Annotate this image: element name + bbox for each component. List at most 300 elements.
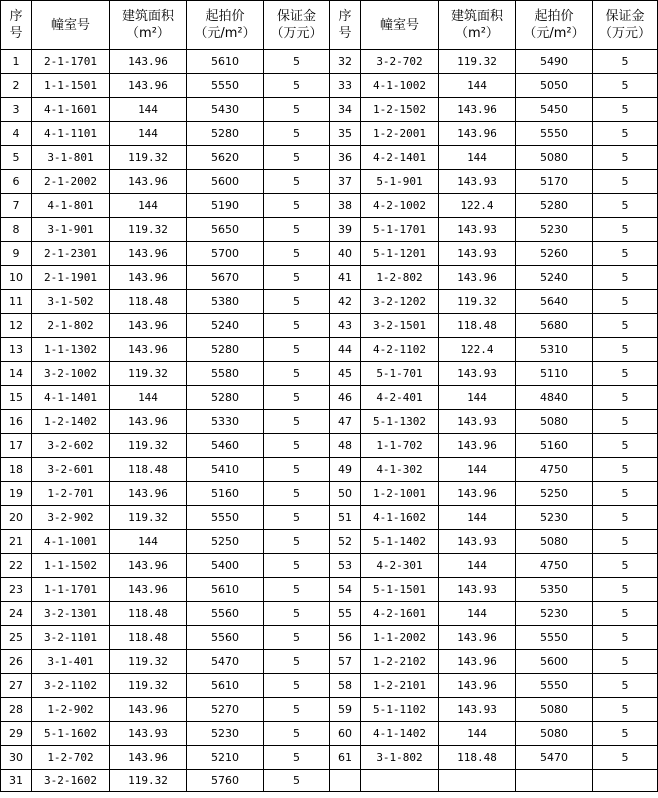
unit-cell: 1-2-902 bbox=[32, 698, 110, 722]
seq-cell: 16 bbox=[1, 410, 32, 434]
table-row bbox=[1, 386, 658, 410]
price-cell: 5210 bbox=[187, 746, 264, 770]
header-row bbox=[1, 1, 658, 50]
deposit-cell: 5 bbox=[264, 722, 330, 746]
deposit-cell: 5 bbox=[264, 458, 330, 482]
table-row bbox=[1, 242, 658, 266]
area-cell: 119.32 bbox=[110, 362, 187, 386]
price-cell: 5550 bbox=[516, 122, 593, 146]
price-cell: 5260 bbox=[516, 242, 593, 266]
area-cell: 119.32 bbox=[439, 290, 516, 314]
price-cell: 5550 bbox=[516, 674, 593, 698]
seq-cell: 31 bbox=[1, 770, 32, 792]
deposit-cell: 5 bbox=[593, 218, 658, 242]
deposit-cell: 5 bbox=[264, 698, 330, 722]
area-cell: 144 bbox=[110, 122, 187, 146]
area-cell: 143.96 bbox=[110, 746, 187, 770]
price-cell: 5380 bbox=[187, 290, 264, 314]
deposit-cell: 5 bbox=[264, 506, 330, 530]
area-cell: 143.93 bbox=[439, 242, 516, 266]
deposit-cell: 5 bbox=[264, 266, 330, 290]
unit-cell: 5-1-901 bbox=[361, 170, 439, 194]
unit-cell: 1-2-2001 bbox=[361, 122, 439, 146]
deposit-cell: 5 bbox=[593, 122, 658, 146]
price-cell: 5080 bbox=[516, 698, 593, 722]
seq-cell: 60 bbox=[330, 722, 361, 746]
area-cell: 144 bbox=[439, 602, 516, 626]
unit-cell: 3-1-901 bbox=[32, 218, 110, 242]
seq-cell: 57 bbox=[330, 650, 361, 674]
area-cell: 143.96 bbox=[439, 122, 516, 146]
price-cell: 5230 bbox=[516, 506, 593, 530]
seq-cell: 18 bbox=[1, 458, 32, 482]
header-unit: 幢室号 bbox=[32, 1, 110, 50]
area-cell: 144 bbox=[439, 74, 516, 98]
seq-cell: 17 bbox=[1, 434, 32, 458]
deposit-cell: 5 bbox=[593, 410, 658, 434]
seq-cell: 10 bbox=[1, 266, 32, 290]
price-cell: 5560 bbox=[187, 602, 264, 626]
deposit-cell: 5 bbox=[264, 746, 330, 770]
unit-cell: 4-2-401 bbox=[361, 386, 439, 410]
area-cell: 143.93 bbox=[439, 698, 516, 722]
seq-cell: 44 bbox=[330, 338, 361, 362]
unit-cell: 2-1-2002 bbox=[32, 170, 110, 194]
header-deposit: 保证金 （万元） bbox=[264, 1, 330, 50]
deposit-cell: 5 bbox=[593, 626, 658, 650]
seq-cell: 53 bbox=[330, 554, 361, 578]
area-cell: 119.32 bbox=[110, 650, 187, 674]
header-seq: 序 号 bbox=[1, 1, 32, 50]
table-row bbox=[1, 122, 658, 146]
price-cell: 5550 bbox=[187, 74, 264, 98]
table-row bbox=[1, 194, 658, 218]
price-cell bbox=[516, 770, 593, 792]
deposit-cell: 5 bbox=[593, 362, 658, 386]
seq-cell: 14 bbox=[1, 362, 32, 386]
deposit-cell: 5 bbox=[264, 146, 330, 170]
deposit-cell: 5 bbox=[593, 650, 658, 674]
seq-cell: 11 bbox=[1, 290, 32, 314]
unit-cell: 4-1-801 bbox=[32, 194, 110, 218]
deposit-cell: 5 bbox=[264, 170, 330, 194]
unit-cell: 4-1-1101 bbox=[32, 122, 110, 146]
unit-cell: 5-1-1102 bbox=[361, 698, 439, 722]
seq-cell: 12 bbox=[1, 314, 32, 338]
deposit-cell: 5 bbox=[593, 314, 658, 338]
table-row bbox=[1, 98, 658, 122]
table-row bbox=[1, 530, 658, 554]
deposit-cell: 5 bbox=[593, 242, 658, 266]
deposit-cell: 5 bbox=[264, 338, 330, 362]
table-row bbox=[1, 362, 658, 386]
deposit-cell: 5 bbox=[264, 578, 330, 602]
deposit-cell: 5 bbox=[593, 74, 658, 98]
seq-cell: 47 bbox=[330, 410, 361, 434]
unit-cell: 3-2-1202 bbox=[361, 290, 439, 314]
area-cell: 144 bbox=[439, 506, 516, 530]
area-cell: 143.96 bbox=[110, 242, 187, 266]
area-cell: 143.96 bbox=[110, 554, 187, 578]
price-cell: 5280 bbox=[516, 194, 593, 218]
seq-cell: 35 bbox=[330, 122, 361, 146]
table-row bbox=[1, 50, 658, 74]
price-cell: 5490 bbox=[516, 50, 593, 74]
price-cell: 5250 bbox=[187, 530, 264, 554]
seq-cell: 21 bbox=[1, 530, 32, 554]
price-cell: 5470 bbox=[187, 650, 264, 674]
deposit-cell: 5 bbox=[593, 554, 658, 578]
deposit-cell: 5 bbox=[593, 338, 658, 362]
table-row bbox=[1, 554, 658, 578]
unit-cell: 3-2-902 bbox=[32, 506, 110, 530]
price-cell: 5610 bbox=[187, 50, 264, 74]
seq-cell: 8 bbox=[1, 218, 32, 242]
unit-cell: 1-2-2101 bbox=[361, 674, 439, 698]
unit-cell: 3-2-1101 bbox=[32, 626, 110, 650]
deposit-cell: 5 bbox=[593, 266, 658, 290]
unit-cell: 2-1-2301 bbox=[32, 242, 110, 266]
unit-cell: 3-2-1102 bbox=[32, 674, 110, 698]
area-cell: 143.96 bbox=[110, 314, 187, 338]
unit-cell: 4-2-301 bbox=[361, 554, 439, 578]
unit-cell: 1-1-1501 bbox=[32, 74, 110, 98]
seq-cell: 38 bbox=[330, 194, 361, 218]
unit-cell: 2-1-1701 bbox=[32, 50, 110, 74]
deposit-cell: 5 bbox=[593, 386, 658, 410]
unit-cell: 1-2-702 bbox=[32, 746, 110, 770]
area-cell: 144 bbox=[439, 458, 516, 482]
price-cell: 5410 bbox=[187, 458, 264, 482]
unit-cell: 1-1-2002 bbox=[361, 626, 439, 650]
table-row bbox=[1, 74, 658, 98]
area-cell: 144 bbox=[110, 530, 187, 554]
unit-cell: 1-1-702 bbox=[361, 434, 439, 458]
price-cell: 5550 bbox=[187, 506, 264, 530]
unit-cell bbox=[361, 770, 439, 792]
deposit-cell: 5 bbox=[264, 362, 330, 386]
seq-cell: 59 bbox=[330, 698, 361, 722]
area-cell: 143.96 bbox=[439, 482, 516, 506]
unit-cell: 1-2-1502 bbox=[361, 98, 439, 122]
seq-cell: 9 bbox=[1, 242, 32, 266]
unit-cell: 5-1-1501 bbox=[361, 578, 439, 602]
price-cell: 5580 bbox=[187, 362, 264, 386]
area-cell: 143.96 bbox=[439, 626, 516, 650]
area-cell: 119.32 bbox=[110, 770, 187, 792]
unit-cell: 1-2-701 bbox=[32, 482, 110, 506]
seq-cell: 51 bbox=[330, 506, 361, 530]
area-cell: 122.4 bbox=[439, 194, 516, 218]
deposit-cell: 5 bbox=[264, 50, 330, 74]
unit-cell: 5-1-701 bbox=[361, 362, 439, 386]
seq-cell: 61 bbox=[330, 746, 361, 770]
deposit-cell: 5 bbox=[593, 578, 658, 602]
deposit-cell: 5 bbox=[264, 314, 330, 338]
area-cell: 119.32 bbox=[110, 434, 187, 458]
seq-cell: 34 bbox=[330, 98, 361, 122]
price-cell: 5080 bbox=[516, 410, 593, 434]
deposit-cell: 5 bbox=[593, 146, 658, 170]
table-row bbox=[1, 746, 658, 770]
seq-cell bbox=[330, 770, 361, 792]
deposit-cell: 5 bbox=[264, 242, 330, 266]
area-cell: 143.96 bbox=[110, 266, 187, 290]
header-deposit: 保证金 （万元） bbox=[593, 1, 658, 50]
unit-cell: 1-1-1502 bbox=[32, 554, 110, 578]
unit-cell: 1-2-2102 bbox=[361, 650, 439, 674]
area-cell: 144 bbox=[439, 386, 516, 410]
price-cell: 5110 bbox=[516, 362, 593, 386]
unit-cell: 4-1-1002 bbox=[361, 74, 439, 98]
table-row bbox=[1, 290, 658, 314]
area-cell: 143.93 bbox=[439, 362, 516, 386]
seq-cell: 15 bbox=[1, 386, 32, 410]
deposit-cell: 5 bbox=[264, 554, 330, 578]
seq-cell: 7 bbox=[1, 194, 32, 218]
table-row bbox=[1, 266, 658, 290]
table-row bbox=[1, 602, 658, 626]
price-cell: 5160 bbox=[516, 434, 593, 458]
unit-cell: 4-2-1601 bbox=[361, 602, 439, 626]
seq-cell: 5 bbox=[1, 146, 32, 170]
area-cell: 118.48 bbox=[110, 458, 187, 482]
area-cell: 143.96 bbox=[110, 410, 187, 434]
unit-cell: 4-1-1601 bbox=[32, 98, 110, 122]
unit-cell: 4-1-1402 bbox=[361, 722, 439, 746]
area-cell: 143.96 bbox=[439, 98, 516, 122]
deposit-cell: 5 bbox=[264, 122, 330, 146]
unit-cell: 1-2-1402 bbox=[32, 410, 110, 434]
price-cell: 5230 bbox=[516, 602, 593, 626]
price-cell: 5280 bbox=[187, 338, 264, 362]
seq-cell: 43 bbox=[330, 314, 361, 338]
seq-cell: 37 bbox=[330, 170, 361, 194]
table-row bbox=[1, 458, 658, 482]
seq-cell: 41 bbox=[330, 266, 361, 290]
deposit-cell: 5 bbox=[593, 746, 658, 770]
table-row bbox=[1, 434, 658, 458]
table-row bbox=[1, 698, 658, 722]
seq-cell: 24 bbox=[1, 602, 32, 626]
area-cell: 118.48 bbox=[110, 290, 187, 314]
deposit-cell: 5 bbox=[593, 98, 658, 122]
unit-cell: 5-1-1302 bbox=[361, 410, 439, 434]
price-cell: 5610 bbox=[187, 578, 264, 602]
price-cell: 5240 bbox=[516, 266, 593, 290]
area-cell: 143.93 bbox=[110, 722, 187, 746]
price-cell: 5610 bbox=[187, 674, 264, 698]
unit-cell: 4-2-1102 bbox=[361, 338, 439, 362]
area-cell: 143.96 bbox=[439, 266, 516, 290]
table-row bbox=[1, 170, 658, 194]
unit-cell: 3-2-1002 bbox=[32, 362, 110, 386]
deposit-cell: 5 bbox=[264, 770, 330, 792]
price-cell: 5230 bbox=[187, 722, 264, 746]
deposit-cell: 5 bbox=[264, 290, 330, 314]
area-cell: 143.96 bbox=[110, 74, 187, 98]
unit-cell: 4-1-1401 bbox=[32, 386, 110, 410]
price-cell: 5160 bbox=[187, 482, 264, 506]
price-cell: 5670 bbox=[187, 266, 264, 290]
area-cell: 144 bbox=[110, 98, 187, 122]
unit-cell: 1-1-1302 bbox=[32, 338, 110, 362]
deposit-cell: 5 bbox=[264, 410, 330, 434]
deposit-cell: 5 bbox=[264, 386, 330, 410]
price-cell: 4750 bbox=[516, 458, 593, 482]
unit-cell: 4-1-302 bbox=[361, 458, 439, 482]
deposit-cell: 5 bbox=[264, 482, 330, 506]
deposit-cell: 5 bbox=[264, 194, 330, 218]
price-cell: 5430 bbox=[187, 98, 264, 122]
area-cell: 144 bbox=[110, 386, 187, 410]
table-row bbox=[1, 218, 658, 242]
area-cell: 118.48 bbox=[439, 314, 516, 338]
unit-cell: 1-2-802 bbox=[361, 266, 439, 290]
seq-cell: 32 bbox=[330, 50, 361, 74]
unit-cell: 3-2-602 bbox=[32, 434, 110, 458]
table-body bbox=[1, 50, 658, 792]
seq-cell: 29 bbox=[1, 722, 32, 746]
seq-cell: 3 bbox=[1, 98, 32, 122]
unit-cell: 3-2-702 bbox=[361, 50, 439, 74]
seq-cell: 2 bbox=[1, 74, 32, 98]
unit-cell: 2-1-802 bbox=[32, 314, 110, 338]
deposit-cell: 5 bbox=[593, 530, 658, 554]
header-area: 建筑面积 （m²） bbox=[110, 1, 187, 50]
price-cell: 5600 bbox=[187, 170, 264, 194]
seq-cell: 50 bbox=[330, 482, 361, 506]
unit-cell: 4-2-1002 bbox=[361, 194, 439, 218]
unit-cell: 3-1-401 bbox=[32, 650, 110, 674]
table-row bbox=[1, 338, 658, 362]
deposit-cell: 5 bbox=[264, 218, 330, 242]
area-cell: 144 bbox=[110, 194, 187, 218]
price-cell: 5700 bbox=[187, 242, 264, 266]
price-cell: 5560 bbox=[187, 626, 264, 650]
price-cell: 5470 bbox=[516, 746, 593, 770]
deposit-cell: 5 bbox=[264, 626, 330, 650]
table-row bbox=[1, 674, 658, 698]
seq-cell: 23 bbox=[1, 578, 32, 602]
seq-cell: 40 bbox=[330, 242, 361, 266]
unit-cell: 3-2-1602 bbox=[32, 770, 110, 792]
price-cell: 5280 bbox=[187, 386, 264, 410]
seq-cell: 25 bbox=[1, 626, 32, 650]
area-cell: 143.96 bbox=[439, 434, 516, 458]
area-cell: 144 bbox=[439, 722, 516, 746]
unit-cell: 3-2-1501 bbox=[361, 314, 439, 338]
area-cell: 143.93 bbox=[439, 530, 516, 554]
deposit-cell: 5 bbox=[264, 674, 330, 698]
header-area: 建筑面积 （m²） bbox=[439, 1, 516, 50]
seq-cell: 33 bbox=[330, 74, 361, 98]
seq-cell: 22 bbox=[1, 554, 32, 578]
deposit-cell: 5 bbox=[593, 506, 658, 530]
unit-cell: 3-1-502 bbox=[32, 290, 110, 314]
seq-cell: 26 bbox=[1, 650, 32, 674]
area-cell: 119.32 bbox=[110, 218, 187, 242]
price-cell: 4840 bbox=[516, 386, 593, 410]
header-price: 起拍价 （元/m²） bbox=[516, 1, 593, 50]
deposit-cell: 5 bbox=[264, 602, 330, 626]
area-cell: 118.48 bbox=[110, 602, 187, 626]
header-price: 起拍价 （元/m²） bbox=[187, 1, 264, 50]
seq-cell: 27 bbox=[1, 674, 32, 698]
unit-cell: 1-2-1001 bbox=[361, 482, 439, 506]
header-unit: 幢室号 bbox=[361, 1, 439, 50]
unit-cell: 5-1-1201 bbox=[361, 242, 439, 266]
area-cell: 122.4 bbox=[439, 338, 516, 362]
price-cell: 5080 bbox=[516, 722, 593, 746]
deposit-cell: 5 bbox=[593, 170, 658, 194]
price-cell: 5080 bbox=[516, 146, 593, 170]
unit-cell: 4-1-1001 bbox=[32, 530, 110, 554]
seq-cell: 39 bbox=[330, 218, 361, 242]
price-cell: 5250 bbox=[516, 482, 593, 506]
area-cell: 143.96 bbox=[439, 674, 516, 698]
area-cell: 143.96 bbox=[110, 578, 187, 602]
price-cell: 5460 bbox=[187, 434, 264, 458]
unit-cell: 4-1-1602 bbox=[361, 506, 439, 530]
price-cell: 5330 bbox=[187, 410, 264, 434]
table-row bbox=[1, 650, 658, 674]
area-cell: 143.93 bbox=[439, 578, 516, 602]
price-cell: 5680 bbox=[516, 314, 593, 338]
price-cell: 5760 bbox=[187, 770, 264, 792]
unit-cell: 3-1-802 bbox=[361, 746, 439, 770]
deposit-cell: 5 bbox=[593, 698, 658, 722]
unit-cell: 5-1-1602 bbox=[32, 722, 110, 746]
area-cell: 119.32 bbox=[110, 506, 187, 530]
table-row bbox=[1, 722, 658, 746]
area-cell: 143.93 bbox=[439, 170, 516, 194]
seq-cell: 58 bbox=[330, 674, 361, 698]
price-cell: 5190 bbox=[187, 194, 264, 218]
area-cell: 143.96 bbox=[110, 50, 187, 74]
area-cell: 118.48 bbox=[110, 626, 187, 650]
area-cell: 143.93 bbox=[439, 218, 516, 242]
seq-cell: 56 bbox=[330, 626, 361, 650]
price-cell: 5450 bbox=[516, 98, 593, 122]
deposit-cell: 5 bbox=[593, 722, 658, 746]
seq-cell: 48 bbox=[330, 434, 361, 458]
seq-cell: 13 bbox=[1, 338, 32, 362]
seq-cell: 20 bbox=[1, 506, 32, 530]
table-row bbox=[1, 314, 658, 338]
area-cell: 143.93 bbox=[439, 410, 516, 434]
unit-cell: 5-1-1701 bbox=[361, 218, 439, 242]
area-cell: 118.48 bbox=[439, 746, 516, 770]
table-row bbox=[1, 770, 658, 792]
price-cell: 5600 bbox=[516, 650, 593, 674]
unit-cell: 4-2-1401 bbox=[361, 146, 439, 170]
price-cell: 5080 bbox=[516, 530, 593, 554]
seq-cell: 1 bbox=[1, 50, 32, 74]
table-row bbox=[1, 506, 658, 530]
area-cell bbox=[439, 770, 516, 792]
deposit-cell bbox=[593, 770, 658, 792]
area-cell: 143.96 bbox=[110, 170, 187, 194]
table-row bbox=[1, 410, 658, 434]
area-cell: 144 bbox=[439, 146, 516, 170]
area-cell: 143.96 bbox=[110, 698, 187, 722]
area-cell: 119.32 bbox=[110, 146, 187, 170]
deposit-cell: 5 bbox=[593, 290, 658, 314]
unit-cell: 3-2-601 bbox=[32, 458, 110, 482]
table-row bbox=[1, 578, 658, 602]
table-row bbox=[1, 626, 658, 650]
